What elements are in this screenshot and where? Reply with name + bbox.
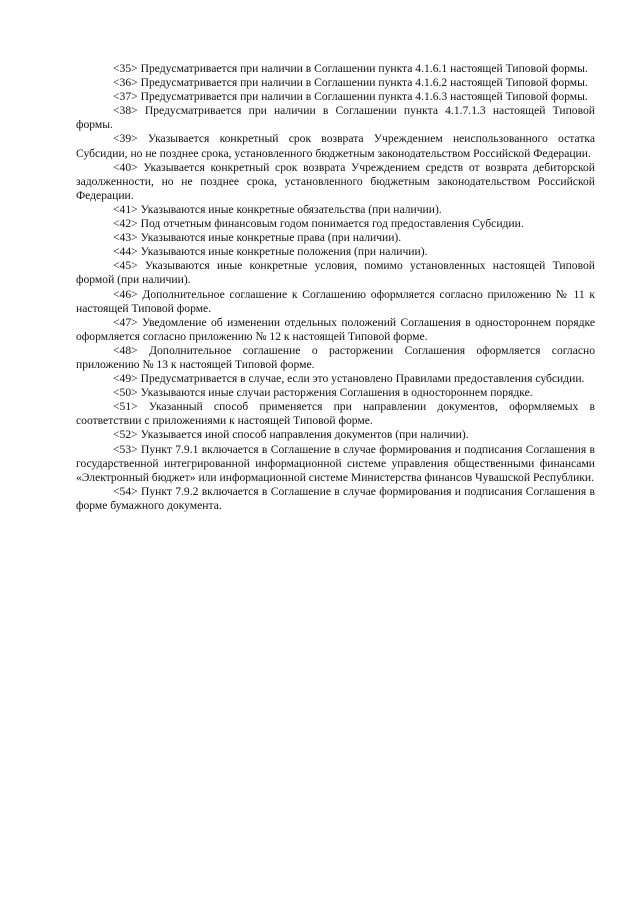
footnote-text: Предусматривается при наличии в Соглашении пункта 4.1.7.1.3 настоящей Типовой формы. [76, 104, 596, 132]
footnotes-list [76, 62, 595, 513]
footnote-marker: <39> [113, 132, 138, 146]
footnote-47 [76, 316, 595, 344]
footnote-53 [76, 443, 595, 485]
footnote-44 [76, 245, 595, 259]
footnote-text: Пункт 7.9.1 включается в Соглашение в случае формирования и подписания Соглашения в государственной интегрированной информационной системе управления общественными финансами «Электронный бюджет» или информационной системе Министерства финансов Чувашской Республики. [76, 442, 595, 484]
footnote-45 [76, 259, 595, 287]
footnote-54 [76, 485, 595, 513]
footnote-marker: <45> [113, 259, 138, 273]
footnote-48 [76, 344, 595, 372]
footnote-marker: <53> [113, 442, 138, 456]
footnote-marker: <46> [113, 287, 138, 301]
footnote-text: Указывается конкретный срок возврата Учреждением неиспользованного остатка Субсидии, но не позднее срока, установленного бюджетным законодательством Российской Федерации. [76, 132, 595, 160]
footnote-49 [76, 372, 595, 386]
footnote-41 [76, 203, 595, 217]
footnote-text: Указываются иные случаи расторжения Соглашения в одностороннем порядке. [140, 386, 533, 400]
footnote-text: Предусматривается в случае, если это установлено Правилами предоставления субсидии. [140, 372, 585, 386]
footnote-marker: <54> [113, 484, 138, 498]
footnote-text: Указываются иные конкретные условия, помимо установленных настоящей Типовой формой (при наличии). [76, 259, 595, 287]
footnote-text: Указывается иной способ направления документов (при наличии). [140, 428, 469, 442]
footnote-text: Указываются иные конкретные обязательства (при наличии). [140, 202, 442, 216]
footnote-marker: <51> [113, 400, 138, 414]
footnote-38 [76, 104, 595, 132]
footnote-marker: <49> [113, 372, 138, 386]
footnote-52 [76, 428, 595, 442]
footnote-42 [76, 217, 595, 231]
footnote-text: Предусматривается при наличии в Соглашении пункта 4.1.6.3 настоящей Типовой формы. [140, 90, 588, 104]
footnote-text: Уведомление об изменении отдельных положений Соглашения в одностороннем порядке оформляется согласно приложению № 12 к настоящей Типовой форме. [76, 315, 595, 343]
footnote-marker: <38> [113, 104, 138, 118]
footnote-36 [76, 76, 595, 90]
footnote-43 [76, 231, 595, 245]
footnote-marker: <35> [113, 62, 138, 75]
footnote-text: Дополнительное соглашение о расторжении Соглашения оформляется согласно приложению № 13 к настоящей Типовой форме. [76, 343, 595, 371]
footnote-46 [76, 288, 595, 316]
footnote-marker: <36> [113, 76, 138, 90]
footnote-text: Указываются иные конкретные права (при наличии). [140, 231, 402, 245]
footnote-marker: <47> [113, 315, 138, 329]
footnote-marker: <37> [113, 90, 138, 104]
footnote-marker: <43> [113, 231, 138, 245]
footnote-text: Предусматривается при наличии в Соглашении пункта 4.1.6.1 настоящей Типовой формы. [140, 62, 588, 75]
footnote-text: Указываются иные конкретные положения (при наличии). [140, 245, 428, 259]
footnote-37 [76, 90, 595, 104]
footnote-marker: <50> [113, 386, 138, 400]
footnote-text: Указанный способ применяется при направлении документов, оформляемых в соответствии с приложениями к настоящей Типовой форме. [76, 400, 595, 428]
footnote-40 [76, 161, 595, 203]
footnote-text: Предусматривается при наличии в Соглашении пункта 4.1.6.2 настоящей Типовой формы. [140, 76, 588, 90]
footnote-51 [76, 400, 595, 428]
footnote-text: Под отчетным финансовым годом понимается год предоставления Субсидии. [140, 217, 524, 231]
footnote-marker: <40> [113, 160, 138, 174]
footnote-35 [76, 62, 595, 76]
footnote-marker: <52> [113, 428, 138, 442]
footnote-marker: <48> [113, 343, 138, 357]
footnote-marker: <41> [113, 202, 138, 216]
footnote-text: Дополнительное соглашение к Соглашению оформляется согласно приложению № 11 к настоящей Типовой форме. [76, 287, 595, 315]
footnote-50 [76, 386, 595, 400]
footnote-39 [76, 132, 595, 160]
footnote-text: Пункт 7.9.2 включается в Соглашение в случае формирования и подписания Соглашения в форме бумажного документа. [76, 484, 595, 512]
footnote-text: Указывается конкретный срок возврата Учреждением средств от возврата дебиторской задолженности, но не позднее срока, установленного бюджетным законодательством Российской Федерации. [76, 160, 595, 202]
footnote-marker: <42> [113, 217, 138, 231]
footnote-marker: <44> [113, 245, 138, 259]
